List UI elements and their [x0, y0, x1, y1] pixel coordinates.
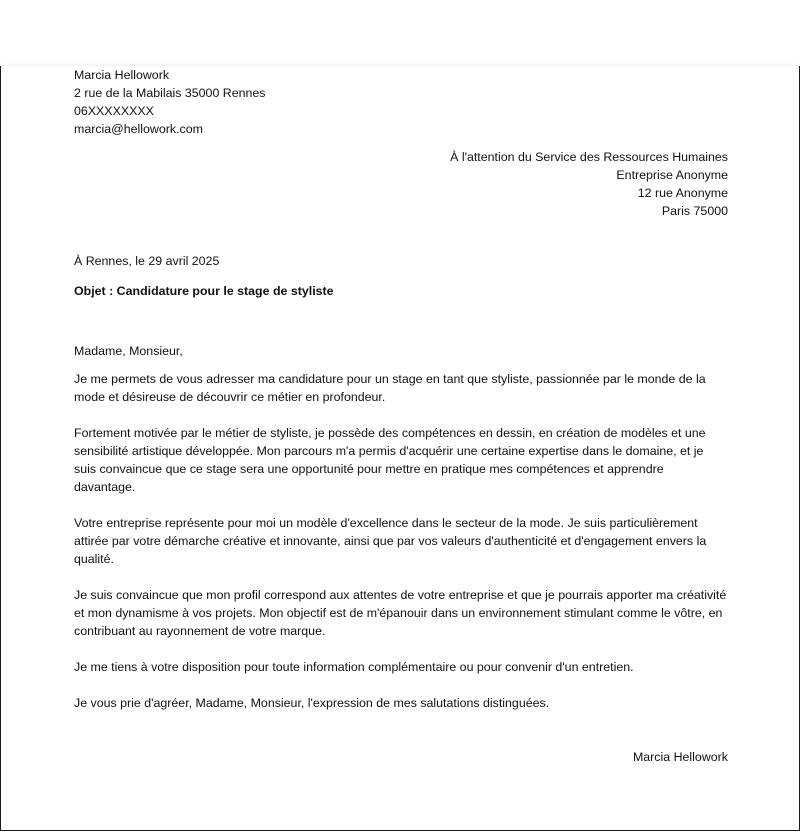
body-paragraph: Je me permets de vous adresser ma candidature pour un stage en tant que styliste, passionnée par le monde de la mode et désireuse de découvrir ce métier en profondeur.: [74, 372, 706, 404]
top-band: [0, 0, 800, 66]
body-paragraph: Je suis convaincue que mon profil correspond aux attentes de votre entreprise et que je pourrais apporter ma créativité et mon dynamisme à vos projets. Mon objectif est de m'épanouir dans un environnement stimulant comme le vôtre, en contribuant au rayonnement de votre marque.: [74, 588, 727, 638]
letter-page: [0, 66, 800, 831]
letter-subject: Objet : Candidature pour le stage de styliste: [74, 284, 334, 298]
letter-body: [74, 370, 728, 730]
recipient-street: 12 rue Anonyme: [637, 186, 728, 200]
letter-salutation: Madame, Monsieur,: [74, 344, 183, 358]
letter-signature: Marcia Hellowork: [632, 750, 728, 764]
closing-paragraph: Je vous prie d'agréer, Madame, Monsieur, l'expression de mes salutations distinguées.: [74, 696, 550, 710]
sender-phone: 06XXXXXXXX: [74, 104, 154, 118]
body-paragraph: Je me tiens à votre disposition pour toute information complémentaire ou pour convenir d'un entretien.: [74, 660, 634, 674]
sender-name: Marcia Hellowork: [74, 68, 170, 82]
recipient-city: Paris 75000: [661, 204, 728, 218]
recipient-block: [74, 148, 728, 220]
place-date: À Rennes, le 29 avril 2025: [74, 254, 220, 268]
sender-email: marcia@hellowork.com: [74, 122, 203, 136]
body-paragraph: Votre entreprise représente pour moi un modèle d'excellence dans le secteur de la mode. Je suis particulièrement attirée par votre démarche créative et innovante, ainsi que par vos valeurs d'authenticité et d'engagement envers la qualité.: [74, 516, 707, 566]
sender-block: [74, 66, 728, 138]
sender-address: 2 rue de la Mabilais 35000 Rennes: [74, 86, 266, 100]
recipient-attention: À l'attention du Service des Ressources Humaines: [450, 150, 728, 164]
recipient-company: Entreprise Anonyme: [616, 168, 728, 182]
body-paragraph: Fortement motivée par le métier de styliste, je possède des compétences en dessin, en création de modèles et une sensibilité artistique développée. Mon parcours m'a permis d'acquérir une certaine expertise dans le domaine, et je suis convaincue que ce stage sera une opportunité pour mettre en pratique mes compétences et apprendre davantage.: [74, 426, 706, 494]
